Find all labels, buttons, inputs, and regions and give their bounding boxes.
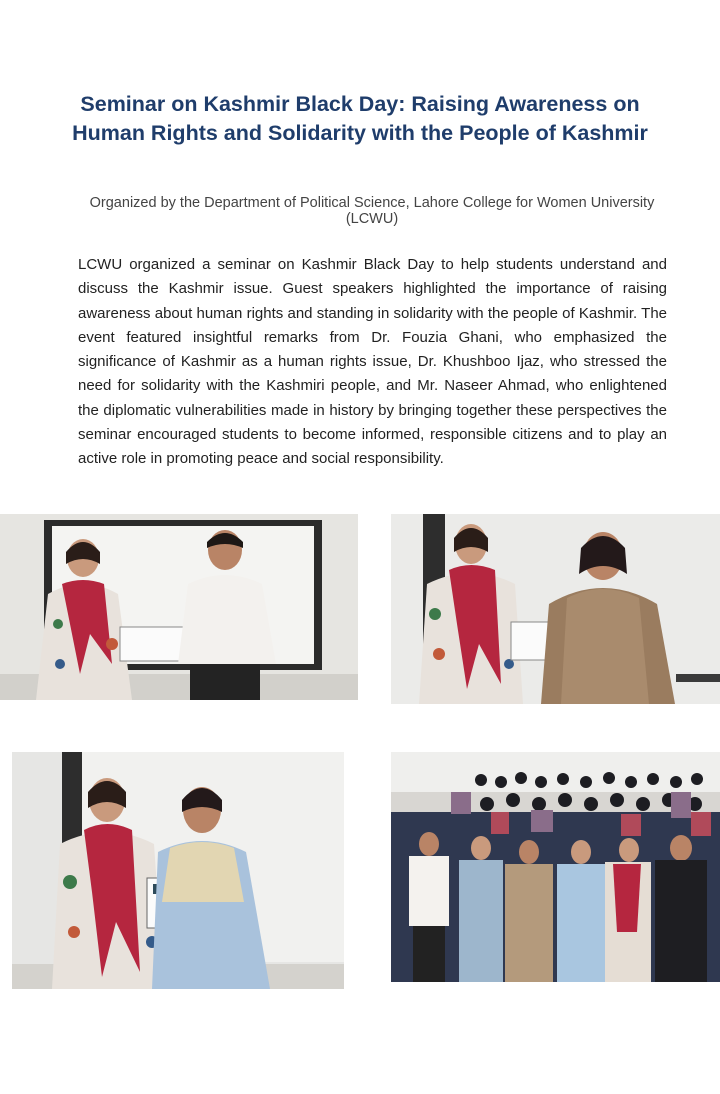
photo-certificate-female-guest-1 [391,514,720,704]
article-body: LCWU organized a seminar on Kashmir Black Day to help students understand and discuss the Kashmir issue. Guest speakers highlighted the importance of raising awareness about human rights and standing in solidarity with the people of Kashmir. The event featured insightful remarks from Dr. Fouzia Ghani, who emphasized the significance of Kashmir as a human rights issue, Dr. Khushboo Ijaz, who stressed the need for solidarity with the Kashmiri people, and Mr. Naseer Ahmad, who enlightened the diplomatic vulnerabilities made in history by bringing together these perspectives the seminar encouraged students to become informed, responsible citizens and to play an active role in promoting peace and social responsibility. [78,256,667,468]
photo-group [391,752,720,982]
article-title: Seminar on Kashmir Black Day: Raising Awareness on Human Rights and Solidarity with the People of Kashmir [72,92,648,145]
photo-certificate-male-guest [0,514,358,700]
photo-certificate-female-guest-2 [12,752,344,989]
article-subtitle: Organized by the Department of Political Science, Lahore College for Women University (LCWU) [89,195,655,227]
